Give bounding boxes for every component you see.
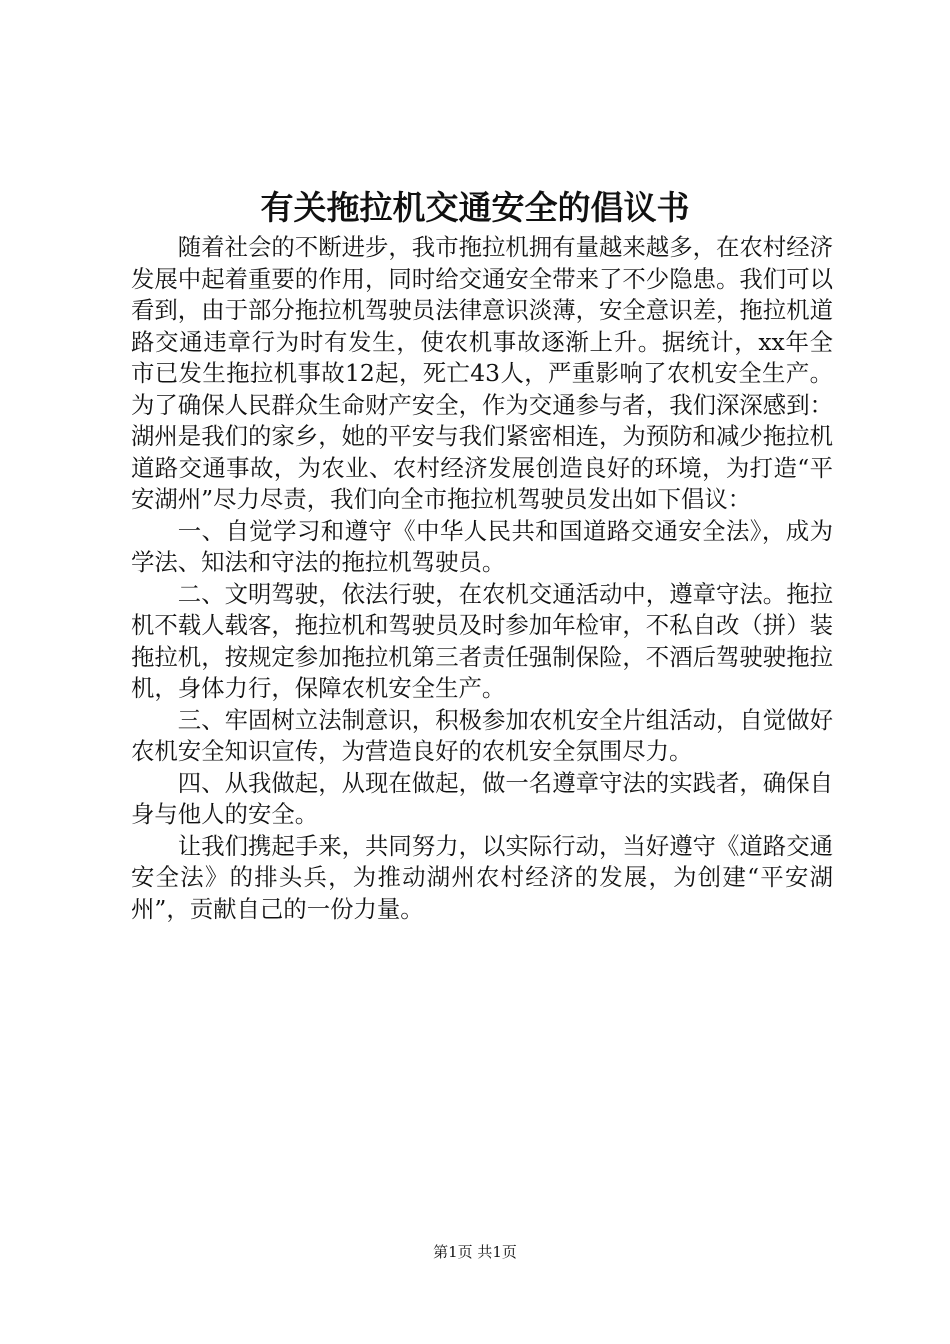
paragraph-closing: 让我们携起手来，共同努力，以实际行动，当好遵守《道路交通安全法》的排头兵，为推动湖州农村经济的发展，为创建“平安湖州”，贡献自己的一份力量。 bbox=[131, 831, 833, 923]
document-title: 有关拖拉机交通安全的倡议书 bbox=[260, 188, 690, 227]
paragraph-item-4: 四、从我做起，从现在做起，做一名遵章守法的实践者，确保自身与他人的安全。 bbox=[131, 768, 833, 828]
paragraph-intro: 随着社会的不断进步，我市拖拉机拥有量越来越多，在农村经济发展中起着重要的作用，同时给交通安全带来了不少隐患。我们可以看到，由于部分拖拉机驾驶员法律意识淡薄，安全意识差，拖拉机道路交通违章行为时有发生，使农机事故逐渐上升。据统计，xx年全市已发生拖拉机事故12起，死亡43人，严重影响了农机安全生产。为了确保人民群众生命财产安全，作为交通参与者，我们深深感到：湖州是我们的家乡，她的平安与我们紧密相连，为预防和减少拖拉机道路交通事故，为农业、农村经济发展创造良好的环境，为打造“平安湖州”尽力尽责，我们向全市拖拉机驾驶员发出如下倡议： bbox=[131, 233, 833, 513]
paragraph-item-2: 二、文明驾驶，依法行驶，在农机交通活动中，遵章守法。拖拉机不载人载客，拖拉机和驾驶员及时参加年检审，不私自改（拼）装拖拉机，按规定参加拖拉机第三者责任强制保险，不酒后驾驶驶拖拉机，身体力行，保障农机安全生产。 bbox=[131, 579, 833, 702]
page-footer: 第1页 共1页 bbox=[433, 1243, 517, 1261]
paragraph-item-1: 一、自觉学习和遵守《中华人民共和国道路交通安全法》，成为学法、知法和守法的拖拉机驾驶员。 bbox=[131, 516, 833, 576]
paragraph-item-3: 三、牢固树立法制意识，积极参加农机安全片组活动，自觉做好农机安全知识宣传，为营造良好的农机安全氛围尽力。 bbox=[131, 705, 833, 765]
document-body bbox=[131, 232, 833, 925]
